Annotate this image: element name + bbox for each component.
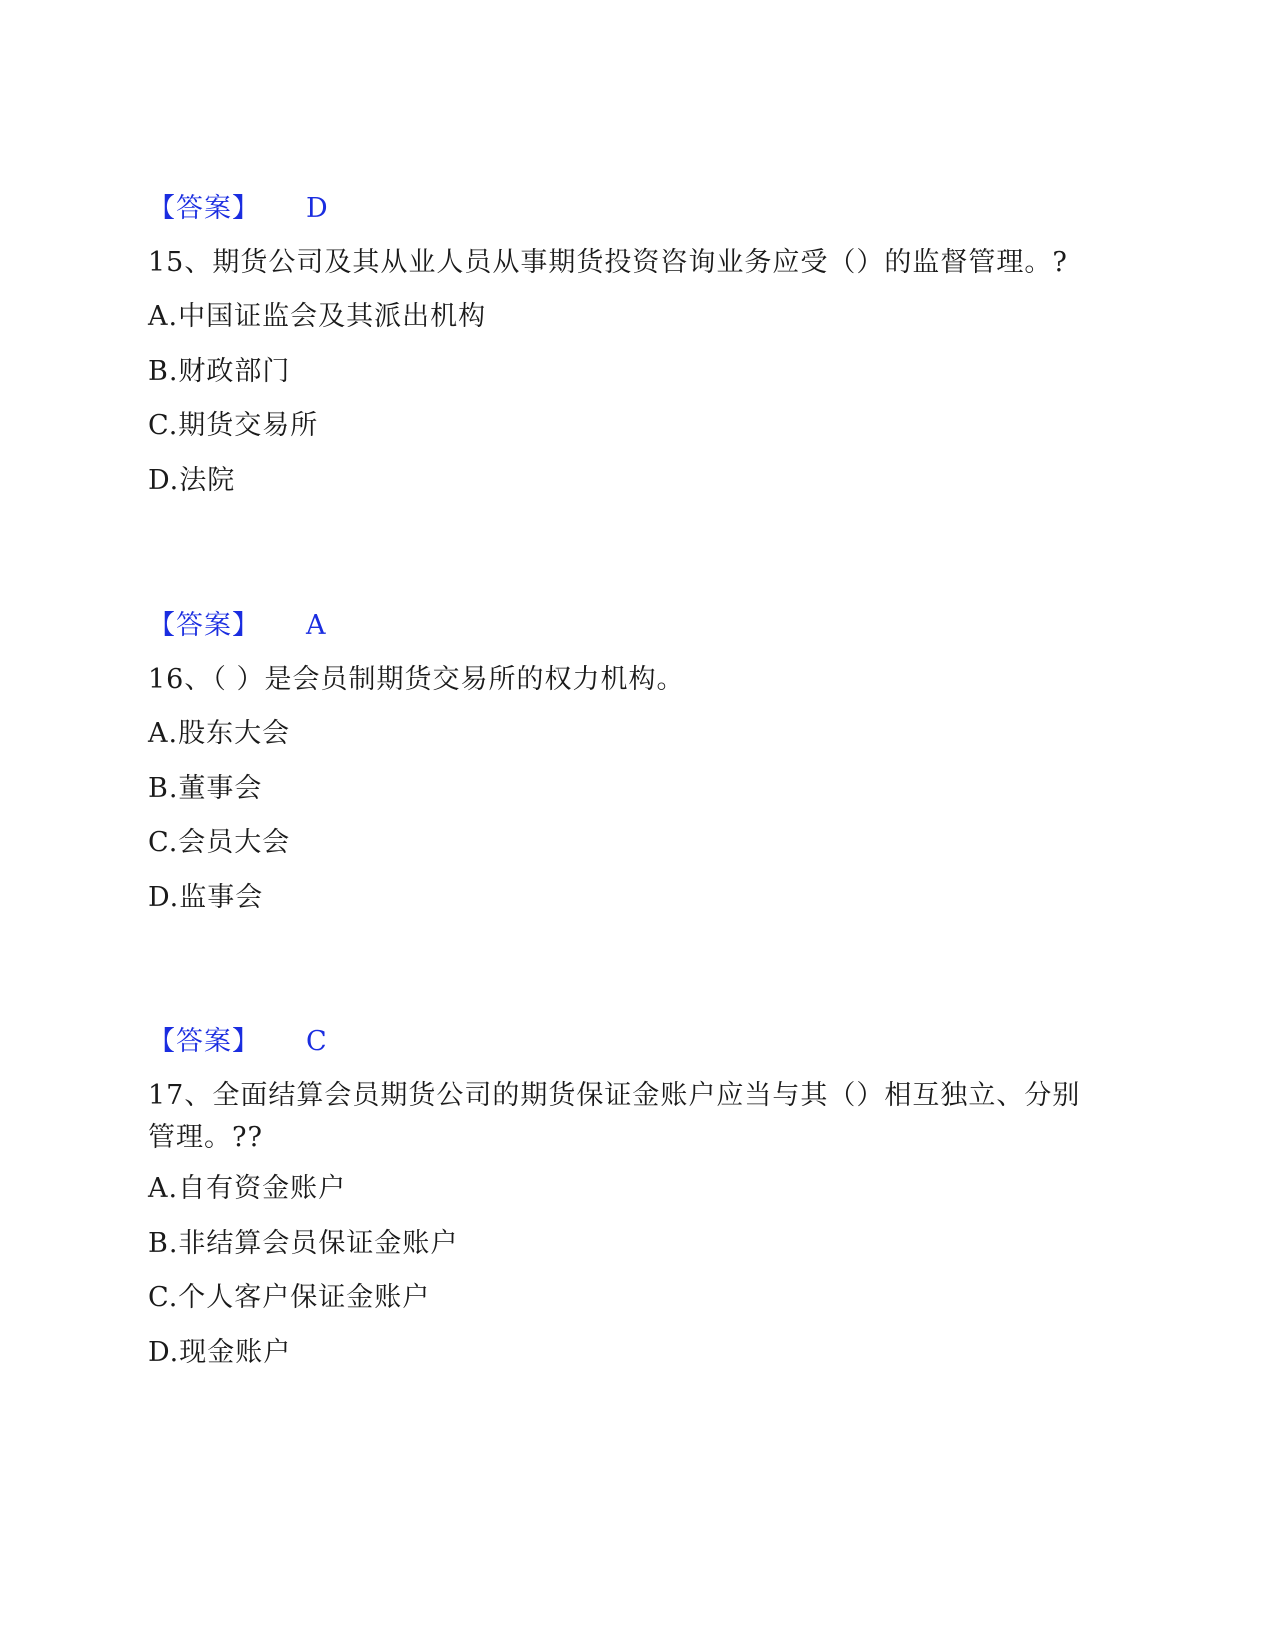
question-text: 15、期货公司及其从业人员从事期货投资咨询业务应受（）的监督管理。?	[148, 247, 1068, 278]
option-b: B.非结算会员保证金账户	[148, 1228, 459, 1259]
option-c: C.个人客户保证金账户	[148, 1282, 431, 1313]
option-b: B.财政部门	[148, 356, 291, 387]
option-d: D.法院	[148, 465, 236, 496]
option-c: C.会员大会	[148, 827, 291, 858]
answer-line	[148, 192, 329, 226]
answer-line	[148, 609, 327, 643]
answer-label: 【答案】	[148, 610, 260, 641]
answer-value: D	[306, 193, 329, 224]
answer-label: 【答案】	[148, 193, 260, 224]
option-a: A.自有资金账户	[148, 1173, 347, 1204]
option-a: A.股东大会	[148, 718, 291, 749]
question-text: 17、全面结算会员期货公司的期货保证金账户应当与其（）相互独立、分别管理。??	[148, 1080, 1081, 1153]
option-b: B.董事会	[148, 773, 263, 804]
question-text: 16、（ ）是会员制期货交易所的权力机构。	[148, 664, 685, 695]
answer-value: A	[306, 610, 327, 641]
answer-label: 【答案】	[148, 1026, 260, 1057]
option-d: D.现金账户	[148, 1337, 292, 1368]
answer-line	[148, 1025, 328, 1059]
answer-value: C	[306, 1026, 328, 1057]
option-c: C.期货交易所	[148, 410, 319, 441]
option-a: A.中国证监会及其派出机构	[148, 301, 487, 332]
option-d: D.监事会	[148, 882, 264, 913]
